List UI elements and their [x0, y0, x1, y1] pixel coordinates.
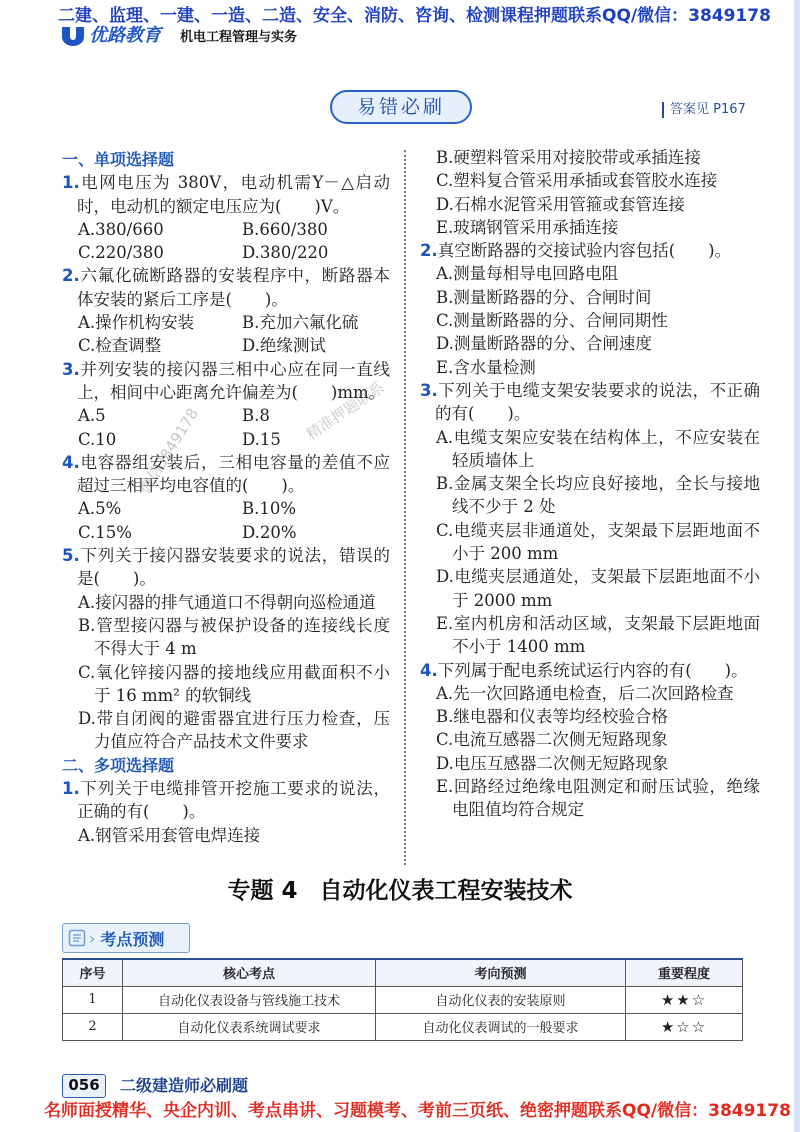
option: C.15%: [78, 522, 132, 542]
question: [62, 777, 390, 824]
option: D.电缆夹层通道处，支架最下层距地面不小于 2000 mm: [436, 567, 760, 610]
table-cell: 1: [63, 986, 123, 1013]
option: D.15: [242, 429, 281, 449]
question-stem: 电网电压为 380V，电动机需Y－△启动时，电动机的额定电压应为( )V。: [77, 173, 390, 216]
question-number: 5.: [62, 546, 80, 566]
option: D.测量断路器的分、合闸速度: [436, 334, 652, 354]
question-stem: 下列关于电缆支架安装要求的说法，不正确的有( )。: [435, 380, 760, 424]
option: A.电缆支架应安装在结构体上，不应安装在轻质墙体上: [436, 427, 760, 470]
exam-point-table: [62, 958, 743, 1041]
question-number: 3.: [62, 359, 80, 379]
question: [62, 358, 390, 405]
option: A.操作机构安装: [78, 313, 195, 333]
option: C.氧化锌接闪器的接地线应用截面积不小于 16 mm² 的软铜线: [78, 662, 390, 705]
option: A.5%: [78, 499, 122, 519]
option: E.回路经过绝缘电阻测定和耐压试验，绝缘电阻值均符合规定: [436, 777, 760, 820]
options: [62, 311, 390, 358]
table-row: [63, 986, 743, 1013]
column-header: 核心考点: [123, 959, 376, 986]
question-number: 2.: [420, 241, 438, 261]
single-choice-heading: 一、单项选择题: [62, 150, 175, 169]
option: D.绝缘测试: [242, 336, 326, 356]
book-title: 二级建造师必刷题: [120, 1076, 249, 1095]
options: [62, 218, 390, 265]
table-cell: 自动化仪表设备与管线施工技术: [123, 986, 376, 1013]
topic-name: 自动化仪表工程安装技术: [319, 878, 573, 904]
question-stem: 下列关于接闪器安装要求的说法，错误的是( )。: [77, 546, 390, 589]
question: [62, 264, 390, 311]
table-cell: 自动化仪表的安装原则: [376, 986, 626, 1013]
question-number: 1.: [62, 173, 80, 193]
logo-icon: [60, 25, 86, 47]
subject-title: 机电工程管理与实务: [180, 30, 298, 45]
question-number: 2.: [62, 266, 80, 286]
option: A.先一次回路通电检查，后二次回路检查: [436, 683, 734, 703]
exam-forecast-badge: [62, 923, 190, 953]
multiple-choice-heading: 二、多项选择题: [62, 755, 175, 775]
option: E.玻璃钢管采用承插连接: [436, 217, 619, 237]
question-number: 4.: [62, 452, 80, 472]
topic-title: [0, 876, 800, 906]
option: A.5: [78, 406, 106, 426]
options: [62, 497, 390, 544]
option: A.钢管采用套管电焊连接: [78, 825, 261, 845]
column-divider: [404, 150, 406, 865]
chevron-right-icon: ›: [89, 928, 96, 948]
question-stem: 电容器组安装后，三相电容量的差值不应超过三相平均电容值的( )。: [77, 452, 390, 496]
answer-reference: 答案见 P167: [662, 102, 746, 118]
option: B.金属支架全长均应良好接地，全长与接地线不少于 2 处: [436, 474, 760, 517]
option: B.测量断路器的分、合闸时间: [436, 287, 652, 307]
section-title: 易错必刷: [330, 90, 472, 124]
question-stem: 真空断路器的交接试验内容包括( )。: [437, 241, 732, 261]
watermark: 微信3849178: [135, 404, 203, 497]
question-stem: 下列属于配电系统试运行内容的有( )。: [437, 660, 748, 680]
question: [62, 171, 390, 218]
option: D.380/220: [242, 243, 329, 263]
option: D.20%: [242, 522, 297, 542]
importance-stars: ★★☆: [626, 986, 743, 1013]
option: C.测量断路器的分、合闸同期性: [436, 311, 668, 331]
table-header-row: [63, 959, 743, 986]
option: C.10: [78, 429, 117, 449]
question: [420, 659, 760, 682]
option: B.硬塑料管采用对接胶带或承插连接: [436, 148, 701, 167]
question-stem: 六氟化硫断路器的安装程序中，断路器本体安装的紧后工序是( )。: [77, 266, 390, 309]
option: B.660/380: [242, 219, 328, 239]
watermark: 精准押题联系: [302, 378, 388, 444]
option: A.380/660: [78, 219, 164, 239]
option: B.10%: [242, 499, 297, 519]
option: C.220/380: [78, 243, 164, 263]
option: E.含水量检测: [436, 357, 536, 377]
question: [62, 451, 390, 498]
table-cell: 自动化仪表系统调试要求: [123, 1013, 376, 1040]
badge-label: 考点预测: [100, 929, 165, 949]
question-stem: 并列安装的接闪器三相中心应在同一直线上，相间中心距离允许偏差为( )mm。: [77, 359, 390, 402]
option: B.管型接闪器与被保护设备的连接线长度不得大于 4 m: [78, 615, 390, 659]
table-cell: 2: [63, 1013, 123, 1040]
page-number: 056: [62, 1074, 106, 1098]
option: C.电流互感器二次侧无短路现象: [436, 730, 668, 750]
question-number: 3.: [420, 380, 438, 400]
option: D.电压互感器二次侧无短路现象: [436, 753, 669, 773]
bottom-promo-banner: 名师面授精华、央企内训、考点串讲、习题模考、考前三页纸、绝密押题联系QQ/微信：3849178: [44, 1101, 791, 1121]
page-edge: [794, 0, 800, 1132]
logo-text: 优路教育: [89, 25, 161, 46]
option: B.继电器和仪表等均经校验合格: [436, 707, 668, 727]
notepad-icon: [68, 929, 86, 947]
question: [420, 379, 760, 426]
left-column: [62, 148, 390, 847]
question: [420, 239, 760, 262]
question-stem: 下列关于电缆排管开挖施工要求的说法，正确的有( )。: [77, 779, 390, 822]
option: A.测量每相导电回路电阻: [436, 264, 619, 284]
option: C.电缆夹层非通道处，支架最下层距地面不小于 200 mm: [436, 520, 760, 564]
option: C.塑料复合管采用承插或套管胶水连接: [436, 171, 718, 191]
importance-stars: ★☆☆: [626, 1013, 743, 1040]
option: B.充加六氟化硫: [242, 313, 359, 333]
top-promo-banner: 二建、监理、一建、一造、二造、安全、消防、咨询、检测课程押题联系QQ/微信：3849178: [58, 6, 771, 26]
option: D.石棉水泥管采用管箍或套管连接: [436, 194, 685, 214]
logo: [60, 25, 161, 47]
option: E.室内机房和活动区域，支架最下层距地面不小于 1400 mm: [436, 613, 760, 657]
table-row: [63, 1013, 743, 1040]
option: D.带自闭阀的避雷器宜进行压力检查，压力值应符合产品技术文件要求: [78, 709, 390, 752]
question-number: 4.: [420, 660, 438, 680]
question: [62, 544, 390, 591]
topic-label: 专题 4: [227, 878, 298, 904]
option: A.接闪器的排气通道口不得朝向巡检通道: [78, 592, 376, 612]
table-cell: 自动化仪表调试的一般要求: [376, 1013, 626, 1040]
option: B.8: [242, 406, 270, 426]
column-header: 考向预测: [376, 959, 626, 986]
column-header: 序号: [63, 959, 123, 986]
column-header: 重要程度: [626, 959, 743, 986]
question-number: 1.: [62, 779, 80, 799]
right-column: [420, 146, 760, 822]
options: [62, 404, 390, 451]
option: C.检查调整: [78, 336, 162, 356]
